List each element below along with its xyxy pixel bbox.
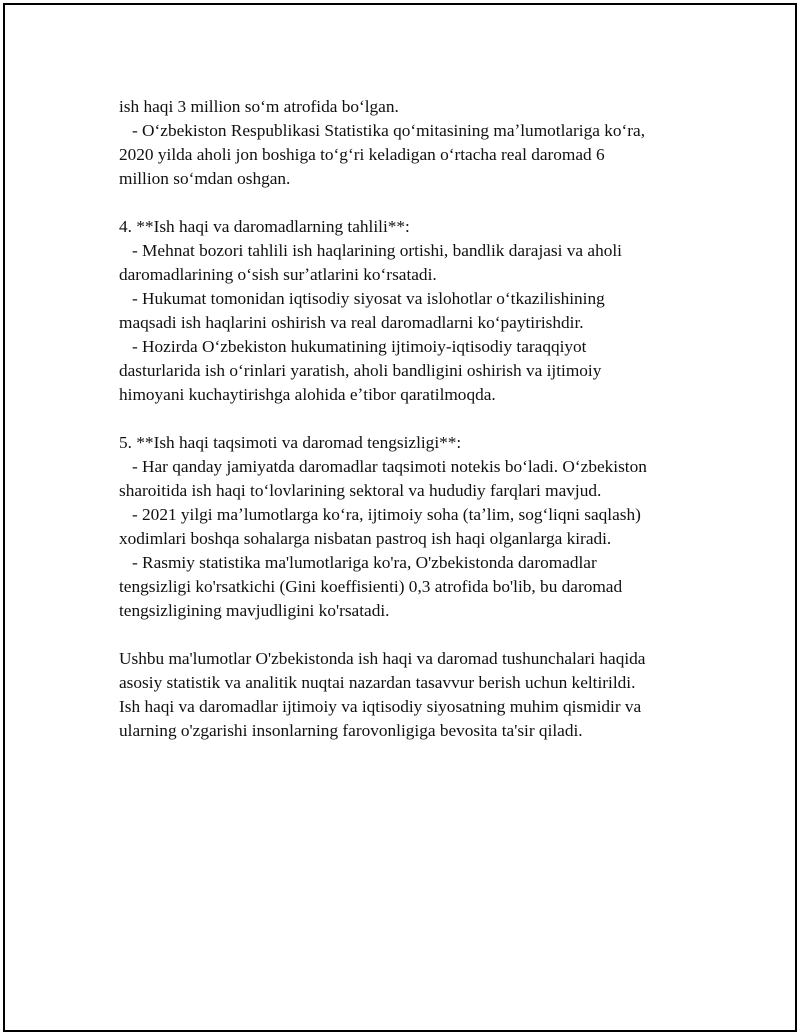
section-4 — [119, 215, 699, 407]
text-line: sharoitida ish haqi toʻlovlarining sektoral va hududiy farqlari mavjud. — [119, 481, 602, 500]
text-line: Ish haqi va daromadlar ijtimoiy va iqtisodiy siyosatning muhim qismidir va — [119, 697, 642, 716]
text-line: - Oʻzbekiston Respublikasi Statistika qoʻmitasining maʼlumotlariga koʻra, — [119, 121, 646, 140]
text-line: maqsadi ish haqlarini oshirish va real daromadlarni koʻpaytirishdir. — [119, 313, 584, 332]
text-line: - Mehnat bozori tahlili ish haqlarining ortishi, bandlik darajasi va aholi — [119, 241, 622, 260]
section-5 — [119, 431, 699, 623]
intro-paragraph — [119, 95, 699, 191]
conclusion-paragraph — [119, 647, 699, 743]
text-line: tengsizligining mavjudligini ko'rsatadi. — [119, 601, 390, 620]
text-line: dasturlarida ish oʻrinlari yaratish, aholi bandligini oshirish va ijtimoiy — [119, 361, 602, 380]
text-line: ularning o'zgarishi insonlarning farovonligiga bevosita ta'sir qiladi. — [119, 721, 583, 740]
paragraph-gap — [119, 191, 699, 215]
text-line: - Rasmiy statistika ma'lumotlariga ko'ra, O'zbekistonda daromadlar — [119, 553, 597, 572]
paragraph-gap — [119, 623, 699, 647]
text-line: - 2021 yilgi maʼlumotlarga koʻra, ijtimoiy soha (taʼlim, sogʻliqni saqlash) — [119, 505, 641, 524]
section-4-heading: 4. **Ish haqi va daromadlarning tahlili**: — [119, 217, 410, 236]
document-body — [119, 95, 699, 743]
text-line: - Hozirda Oʻzbekiston hukumatining ijtimoiy-iqtisodiy taraqqiyot — [119, 337, 587, 356]
text-line: xodimlari boshqa sohalarga nisbatan pastroq ish haqi olganlarga kiradi. — [119, 529, 612, 548]
text-line: million soʻmdan oshgan. — [119, 169, 291, 188]
text-line: ish haqi 3 million soʻm atrofida boʻlgan. — [119, 97, 399, 116]
text-line: - Hukumat tomonidan iqtisodiy siyosat va islohotlar oʻtkazilishining — [119, 289, 605, 308]
text-line: tengsizligi ko'rsatkichi (Gini koeffisienti) 0,3 atrofida bo'lib, bu daromad — [119, 577, 623, 596]
text-line: daromadlarining oʻsish surʼatlarini koʻrsatadi. — [119, 265, 437, 284]
section-5-heading: 5. **Ish haqi taqsimoti va daromad tengsizligi**: — [119, 433, 462, 452]
document-page — [3, 3, 797, 1032]
text-line: Ushbu ma'lumotlar O'zbekistonda ish haqi va daromad tushunchalari haqida — [119, 649, 646, 668]
text-line: 2020 yilda aholi jon boshiga toʻgʻri keladigan oʻrtacha real daromad 6 — [119, 145, 605, 164]
text-line: himoyani kuchaytirishga alohida eʼtibor qaratilmoqda. — [119, 385, 496, 404]
text-line: - Har qanday jamiyatda daromadlar taqsimoti notekis boʻladi. Oʻzbekiston — [119, 457, 647, 476]
paragraph-gap — [119, 407, 699, 431]
text-line: asosiy statistik va analitik nuqtai nazardan tasavvur berish uchun keltirildi. — [119, 673, 636, 692]
